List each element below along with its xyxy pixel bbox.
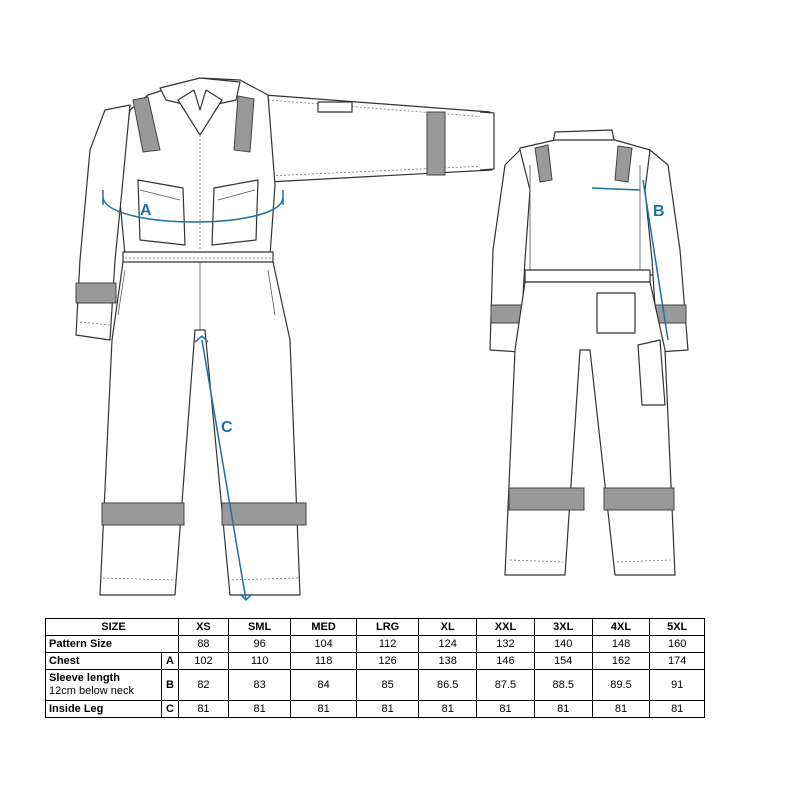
chest-label: Chest — [46, 653, 162, 670]
size-cell-name: LRG — [356, 619, 418, 636]
leg-label: Inside Leg — [46, 701, 162, 718]
size-cell-name: XXL — [477, 619, 535, 636]
size-cell-sleeve: 85 — [356, 670, 418, 701]
size-cell-leg: 81 — [477, 701, 535, 718]
coverall-front-view — [76, 78, 494, 595]
size-cell-pattern: 104 — [291, 636, 357, 653]
size-cell-pattern: 160 — [650, 636, 705, 653]
size-cell-leg: 81 — [179, 701, 229, 718]
chest-code: A — [162, 653, 179, 670]
size-cell-leg: 81 — [291, 701, 357, 718]
size-cell-leg: 81 — [534, 701, 592, 718]
sleeve-label-text: Sleeve length — [49, 672, 120, 684]
measure-label-a: A — [140, 202, 152, 219]
size-cell-pattern: 140 — [534, 636, 592, 653]
size-cell-chest: 110 — [228, 653, 290, 670]
sleeve-code: B — [162, 670, 179, 701]
coverall-back-view — [490, 130, 688, 575]
size-cell-sleeve: 84 — [291, 670, 357, 701]
sleeve-label — [46, 670, 162, 701]
size-cell-name: SML — [228, 619, 290, 636]
size-cell-name: XL — [419, 619, 477, 636]
size-cell-chest: 162 — [592, 653, 650, 670]
size-cell-leg: 81 — [419, 701, 477, 718]
size-cell-pattern: 132 — [477, 636, 535, 653]
size-cell-pattern: 112 — [356, 636, 418, 653]
size-cell-chest: 154 — [534, 653, 592, 670]
size-cell-chest: 118 — [291, 653, 357, 670]
size-cell-name: 4XL — [592, 619, 650, 636]
size-cell-name: XS — [179, 619, 229, 636]
size-cell-leg: 81 — [356, 701, 418, 718]
measure-label-b: B — [653, 203, 665, 220]
size-cell-pattern: 88 — [179, 636, 229, 653]
leg-code: C — [162, 701, 179, 718]
size-cell-sleeve: 87.5 — [477, 670, 535, 701]
size-cell-sleeve: 89.5 — [592, 670, 650, 701]
size-cell-leg: 81 — [650, 701, 705, 718]
size-cell-pattern: 96 — [228, 636, 290, 653]
size-cell-sleeve: 83 — [228, 670, 290, 701]
size-header: SIZE — [46, 619, 179, 636]
size-cell-pattern: 148 — [592, 636, 650, 653]
pattern-row — [46, 636, 705, 653]
size-cell-chest: 126 — [356, 653, 418, 670]
size-cell-leg: 81 — [228, 701, 290, 718]
measure-label-c: C — [221, 419, 233, 436]
chest-row — [46, 653, 705, 670]
size-cell-name: 3XL — [534, 619, 592, 636]
size-cell-name: 5XL — [650, 619, 705, 636]
size-cell-chest: 138 — [419, 653, 477, 670]
sleeve-row — [46, 670, 705, 701]
size-chart-table — [45, 618, 705, 718]
size-cell-chest: 102 — [179, 653, 229, 670]
size-cell-pattern: 124 — [419, 636, 477, 653]
size-cell-name: MED — [291, 619, 357, 636]
sleeve-note: 12cm below neck — [49, 685, 134, 697]
pattern-header: Pattern Size — [46, 636, 179, 653]
size-cell-leg: 81 — [592, 701, 650, 718]
size-cell-sleeve: 88.5 — [534, 670, 592, 701]
size-cell-chest: 174 — [650, 653, 705, 670]
size-cell-chest: 146 — [477, 653, 535, 670]
size-row — [46, 619, 705, 636]
size-cell-sleeve: 82 — [179, 670, 229, 701]
leg-row — [46, 701, 705, 718]
size-cell-sleeve: 86.5 — [419, 670, 477, 701]
size-cell-sleeve: 91 — [650, 670, 705, 701]
